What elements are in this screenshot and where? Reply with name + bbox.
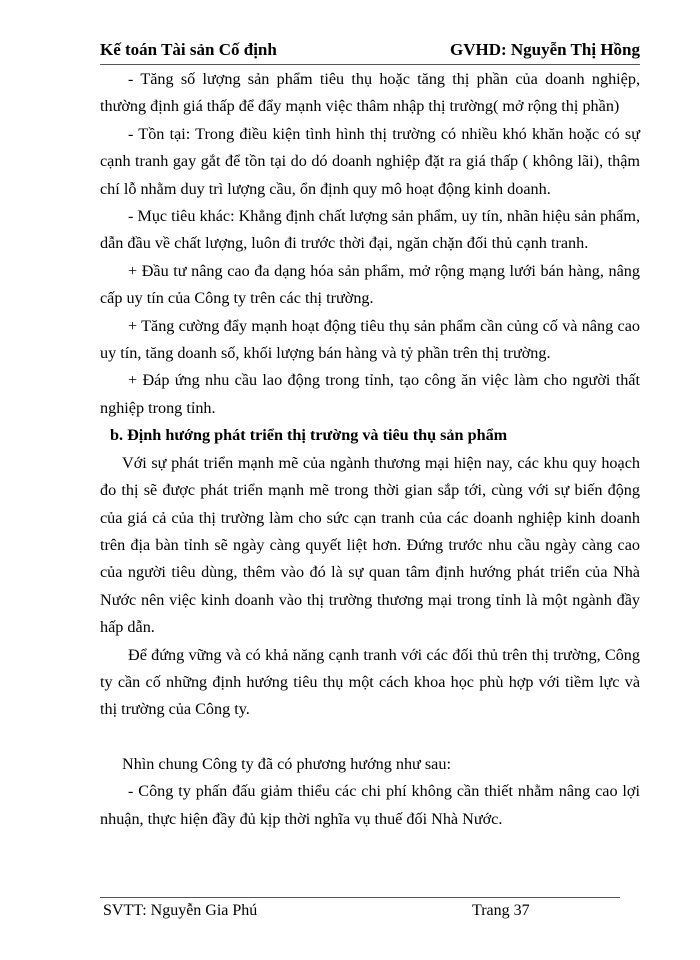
footer-divider bbox=[100, 897, 620, 898]
paragraph: Để đứng vững và có khả năng cạnh tranh với các đối thủ trên thị trường, Công ty cần cố những định hướng tiêu thụ một cách khoa học phù hợp với tiềm lực và thị trường của Công ty. bbox=[100, 645, 640, 719]
section-heading: b. Định hướng phát triển thị trường và tiêu thụ sản phẩm bbox=[110, 426, 508, 445]
page-number: Trang 37 bbox=[472, 902, 530, 919]
header-title: Kế toán Tài sản Cố định bbox=[100, 40, 277, 59]
footer-student: SVTT: Nguyễn Gia Phú bbox=[103, 902, 258, 919]
paragraph: Nhìn chung Công ty đã có phương hướng như sau: bbox=[122, 754, 451, 773]
paragraph: - Công ty phấn đấu giảm thiểu các chi phí không cần thiết nhằm nâng cao lợi nhuận, thực hiện đầy đủ kịp thời nghĩa vụ thuế đối Nhà Nước. bbox=[100, 782, 640, 828]
paragraph: + Tăng cường đẩy mạnh hoạt động tiêu thụ sản phẩm cần củng cố và nâng cao uy tín, tăng doanh số, khối lượng bán hàng và tỷ phần trên thị trường. bbox=[100, 316, 640, 363]
header-instructor: GVHD: Nguyễn Thị Hồng bbox=[449, 40, 640, 59]
paragraph: - Tăng số lượng sản phẩm tiêu thụ hoặc tăng thị phần của doanh nghiệp, thường định giá thấp để đẩy mạnh việc thâm nhập thị trường( mở rộng thị phần) bbox=[100, 70, 640, 116]
paragraph: - Tồn tại: Trong điều kiện tình hình thị trường có nhiều khó khăn hoặc có sự cạnh tranh gay gắt để tồn tại do dó doanh nghiệp đặt ra giá thấp ( không lãi), thậm chí lỗ nhằm duy trì lượng cầu, ổn định quy mô hoạt động kinh doanh. bbox=[100, 124, 640, 198]
paragraph: + Đầu tư nâng cao đa dạng hóa sản phẩm, mở rộng mạng lưới bán hàng, nâng cấp uy tín của Công ty trên các thị trường. bbox=[100, 261, 640, 308]
page-body bbox=[100, 66, 640, 833]
paragraph: - Mục tiêu khác: Khẳng định chất lượng sản phẩm, uy tín, nhãn hiệu sản phẩm, dẫn đầu về chất lượng, luôn đi trước thời đại, ngăn chặn đối thủ cạnh tranh. bbox=[100, 207, 640, 253]
page-header bbox=[100, 38, 640, 65]
paragraph: Với sự phát triển mạnh mẽ của ngành thương mại hiện nay, các khu quy hoạch đo thị sẽ được phát triển mạnh mẽ trong thời gian sắp tới, cùng với sự biến động của giá cả của thị trường làm cho sức cạn tranh của các doanh nghiệp kinh doanh trên địa bàn tỉnh sẽ ngày càng quyết liệt hơn. Đứng trước nhu cầu ngày càng cao của người tiêu dùng, thêm vào đó là sự quan tâm định hướng phát triển của Nhà Nước nên việc kinh doanh vào thị trường thương mại trong tỉnh là một ngành đầy hấp dẫn. bbox=[100, 453, 640, 637]
paragraph: + Đáp ứng nhu cầu lao động trong tỉnh, tạo công ăn việc làm cho người thất nghiệp trong tỉnh. bbox=[100, 371, 640, 417]
blank-line bbox=[100, 724, 640, 751]
